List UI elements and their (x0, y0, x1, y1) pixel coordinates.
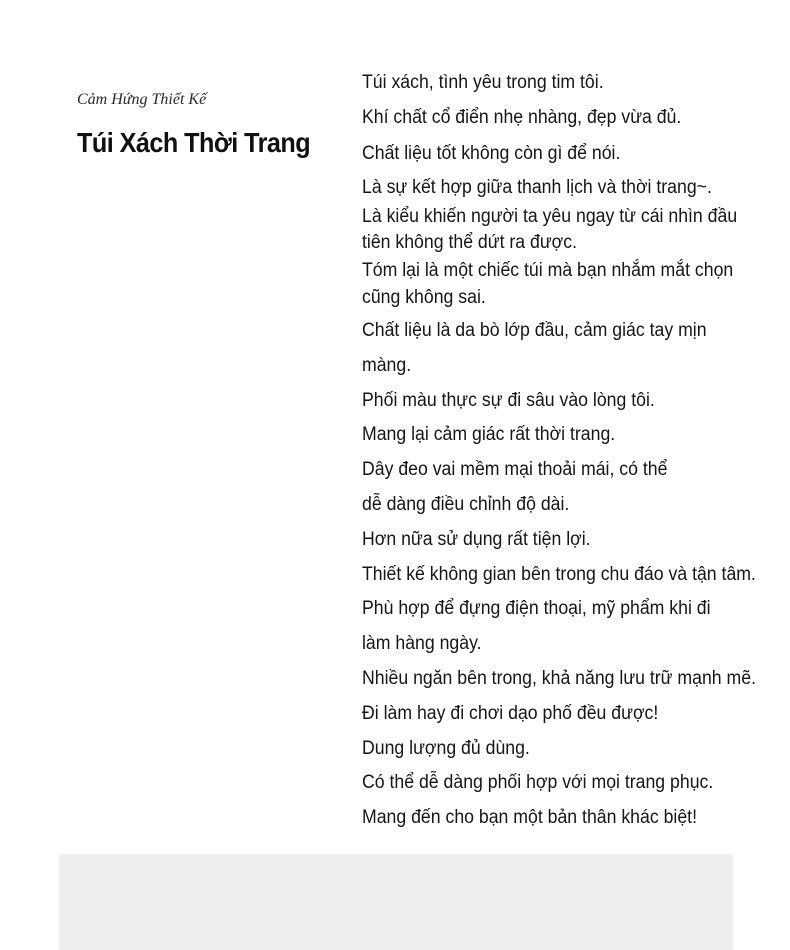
text-line: Khí chất cổ điển nhẹ nhàng, đẹp vừa đủ. (362, 107, 682, 128)
text-line: dễ dàng điều chỉnh độ dài. (362, 494, 570, 515)
text-line: Hơn nữa sử dụng rất tiện lợi. (362, 529, 591, 550)
text-line: Dây đeo vai mềm mại thoải mái, có thể (362, 459, 668, 480)
text-line: làm hàng ngày. (362, 633, 482, 654)
page-subtitle: Cảm Hứng Thiết Kế (77, 91, 207, 108)
image-placeholder-panel (59, 854, 733, 950)
text-line: Nhiều ngăn bên trong, khả năng lưu trữ mạnh mẽ. (362, 668, 756, 689)
text-line: Có thể dễ dàng phối hợp với mọi trang phục. (362, 772, 714, 793)
text-line: tiên không thể dứt ra được. (362, 232, 578, 253)
description-text (362, 0, 790, 840)
text-line: Phù hợp để đựng điện thoại, mỹ phẩm khi đi (362, 598, 711, 619)
text-line: Chất liệu là da bò lớp đầu, cảm giác tay mịn (362, 320, 707, 341)
text-line: Là kiểu khiến người ta yêu ngay từ cái nhìn đầu (362, 206, 738, 227)
text-line: Mang lại cảm giác rất thời trang. (362, 424, 616, 445)
text-line: Dung lượng đủ dùng. (362, 738, 530, 759)
text-line: Là sự kết hợp giữa thanh lịch và thời trang~. (362, 177, 712, 198)
page-title: Túi Xách Thời Trang (77, 127, 311, 158)
text-line: Đi làm hay đi chơi dạo phố đều được! (362, 703, 659, 724)
text-line: màng. (362, 355, 412, 376)
text-line: Thiết kế không gian bên trong chu đáo và tận tâm. (362, 564, 756, 585)
text-line: Chất liệu tốt không còn gì để nói. (362, 143, 621, 164)
text-line: Phối màu thực sự đi sâu vào lòng tôi. (362, 390, 655, 411)
text-line: Mang đến cho bạn một bản thân khác biệt! (362, 807, 697, 828)
text-line: Tóm lại là một chiếc túi mà bạn nhắm mắt chọn (362, 260, 734, 281)
text-line: cũng không sai. (362, 287, 486, 308)
text-line: Túi xách, tình yêu trong tim tôi. (362, 72, 604, 93)
